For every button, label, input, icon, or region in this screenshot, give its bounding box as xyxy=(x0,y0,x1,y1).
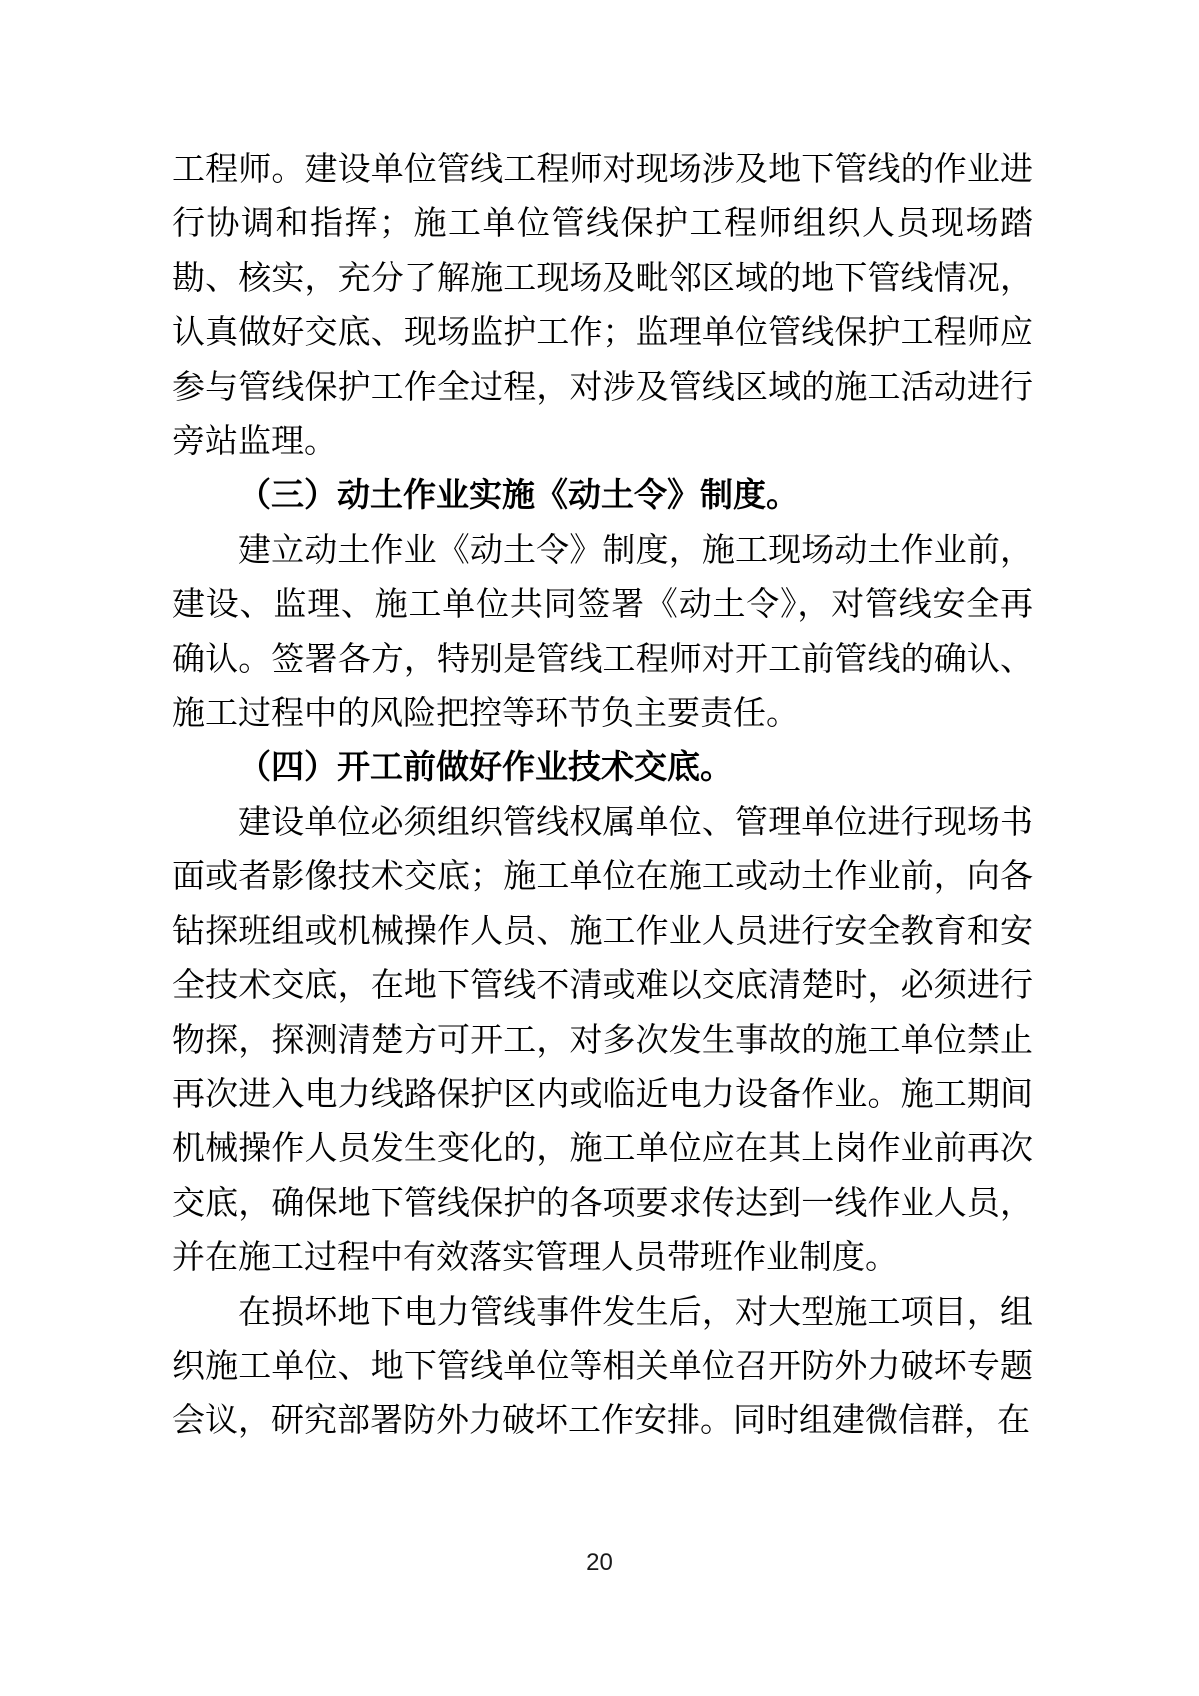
section-heading-four: （四）开工前做好作业技术交底。 xyxy=(238,750,733,787)
paragraph: 在损坏地下电力管线事件发生后，对大型施工项目，组织施工单位、地下管线单位等相关单位召开防外力破坏专题会议，研究部署防外力破坏工作安排。同时组建微信群，在 xyxy=(172,1294,1033,1440)
paragraph: 建设单位必须组织管线权属单位、管理单位进行现场书面或者影像技术交底；施工单位在施工或动土作业前，向各钻探班组或机械操作人员、施工作业人员进行安全教育和安全技术交底，在地下管线不清或难以交底清楚时，必须进行物探，探测清楚方可开工，对多次发生事故的施工单位禁止再次进入电力线路保护区内或临近电力设备作业。施工期间机械操作人员发生变化的，施工单位应在其上岗作业前再次交底，确保地下管线保护的各项要求传达到一线作业人员，并在施工过程中有效落实管理人员带班作业制度。 xyxy=(172,804,1033,1277)
page-number: 20 xyxy=(586,1549,613,1576)
page-body-text xyxy=(172,143,1033,1449)
paragraph: 建立动土作业《动土令》制度，施工现场动土作业前，建设、监理、施工单位共同签署《动土令》，对管线安全再确认。签署各方，特别是管线工程师对开工前管线的确认、施工过程中的风险把控等环节负主要责任。 xyxy=(172,532,1033,733)
paragraph-continuation: 工程师。建设单位管线工程师对现场涉及地下管线的作业进行协调和指挥；施工单位管线保护工程师组织人员现场踏勘、核实，充分了解施工现场及毗邻区域的地下管线情况，认真做好交底、现场监护工作；监理单位管线保护工程师应参与管线保护工作全过程，对涉及管线区域的施工活动进行旁站监理。 xyxy=(172,152,1033,461)
section-heading-three: （三）动土作业实施《动土令》制度。 xyxy=(238,478,799,515)
